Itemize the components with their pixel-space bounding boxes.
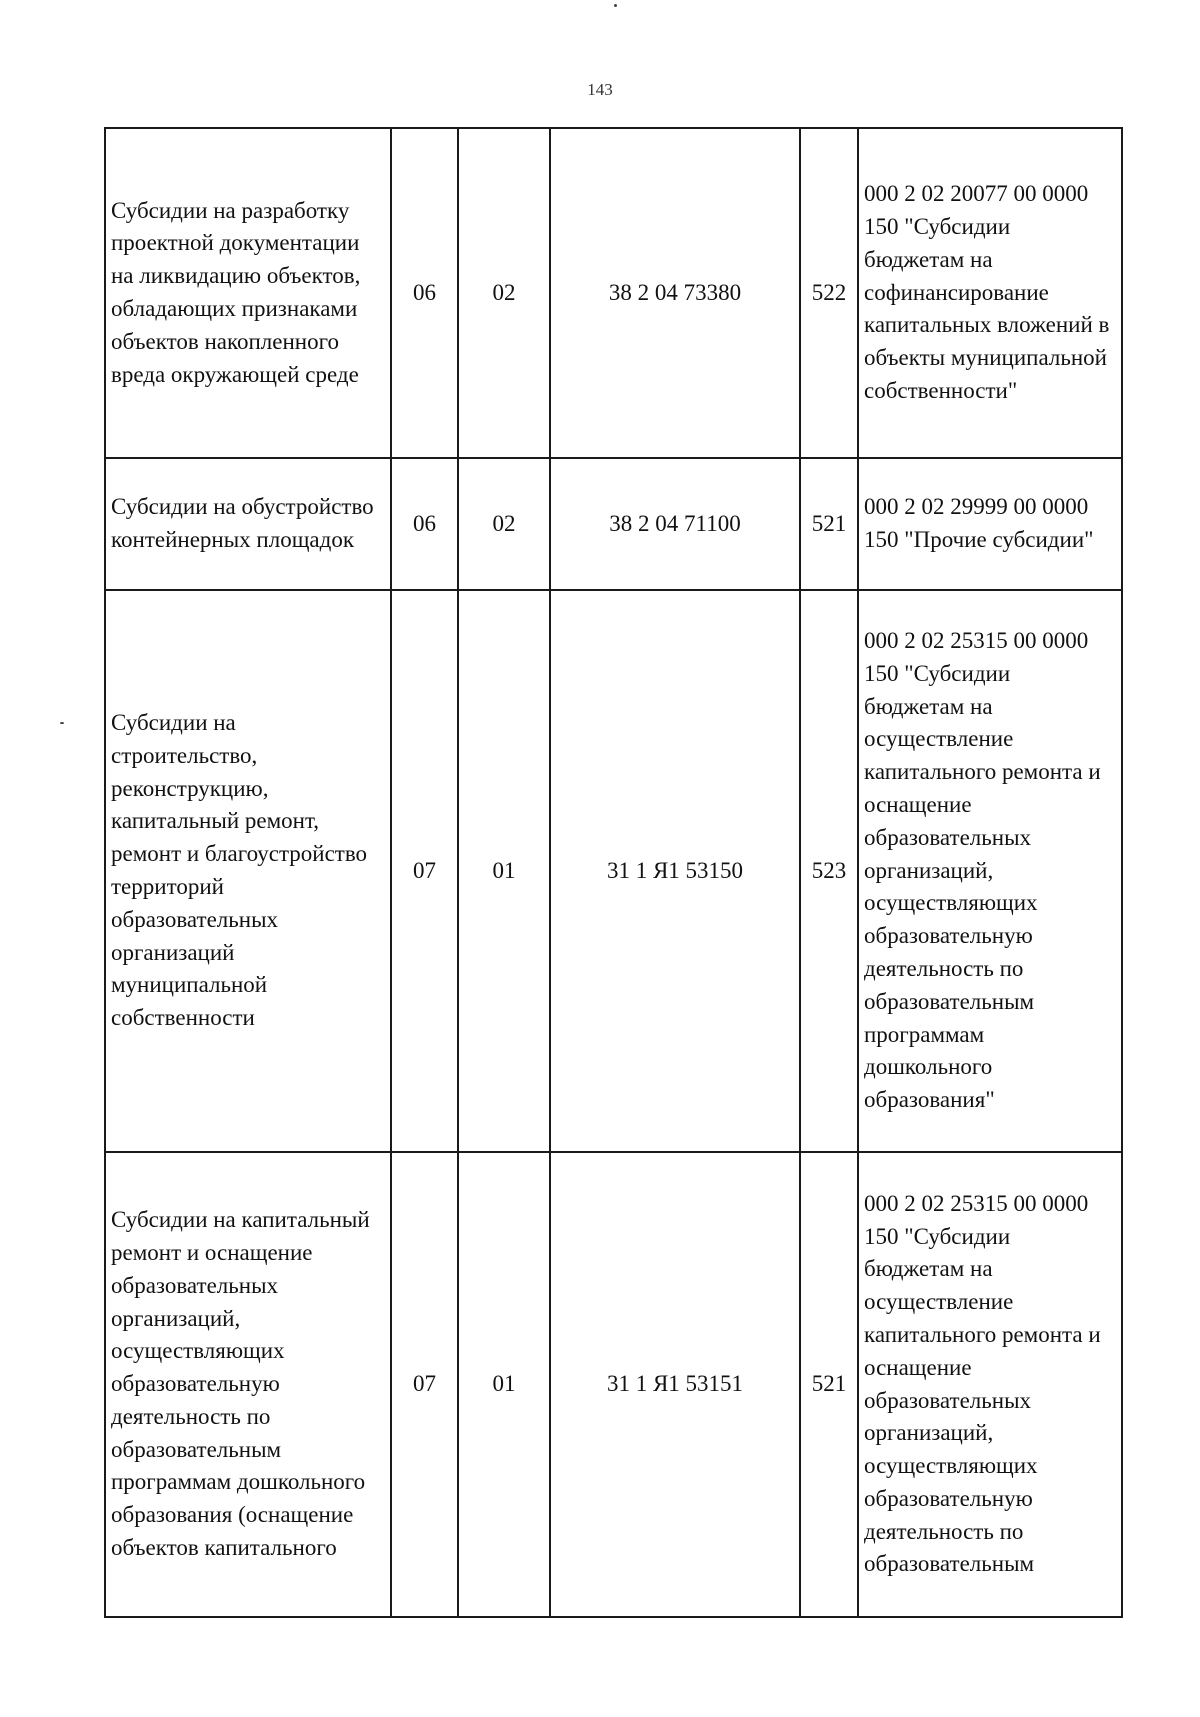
section-code-cell: 07 (391, 590, 458, 1152)
target-article-cell: 31 1 Я1 53151 (550, 1152, 800, 1617)
scan-speck-left (60, 722, 64, 724)
subsidy-name-cell: Субсидии на капитальный ремонт и оснащение образовательных организаций, осуществляющих образовательную деятельность по образовательным программам дошкольного образования (оснащение объектов капитального (105, 1152, 391, 1617)
table-row (105, 458, 1122, 590)
subsidy-name-cell: Субсидии на строительство, реконструкцию, капитальный ремонт, ремонт и благоустройство территорий образовательных организаций муниципальной собственности (105, 590, 391, 1152)
expense-type-cell: 523 (800, 590, 858, 1152)
subsidy-name-cell: Субсидии на разработку проектной документации на ликвидацию объектов, обладающих признаками объектов накопленного вреда окружающей среде (105, 128, 391, 458)
page-number: 143 (587, 80, 613, 99)
expense-type-cell: 522 (800, 128, 858, 458)
revenue-code-cell: 000 2 02 20077 00 0000 150 "Субсидии бюджетам на софинансирование капитальных вложений в объекты муниципальной собственности" (858, 128, 1122, 458)
expense-type-cell: 521 (800, 458, 858, 590)
scan-speck-top (614, 4, 617, 7)
target-article-cell: 38 2 04 71100 (550, 458, 800, 590)
section-code-cell: 06 (391, 458, 458, 590)
target-article-cell: 38 2 04 73380 (550, 128, 800, 458)
subsection-code-cell: 02 (458, 458, 550, 590)
subsidy-name-cell: Субсидии на обустройство контейнерных площадок (105, 458, 391, 590)
expense-type-cell: 521 (800, 1152, 858, 1617)
subsection-code-cell: 01 (458, 590, 550, 1152)
subsection-code-cell: 02 (458, 128, 550, 458)
section-code-cell: 06 (391, 128, 458, 458)
table-row (105, 590, 1122, 1152)
target-article-cell: 31 1 Я1 53150 (550, 590, 800, 1152)
revenue-code-cell: 000 2 02 29999 00 0000 150 "Прочие субсидии" (858, 458, 1122, 590)
table-row (105, 128, 1122, 458)
revenue-code-cell: 000 2 02 25315 00 0000 150 "Субсидии бюджетам на осуществление капитального ремонта и оснащение образовательных организаций, осуществляющих образовательную деятельность по образовательным (858, 1152, 1122, 1617)
section-code-cell: 07 (391, 1152, 458, 1617)
subsection-code-cell: 01 (458, 1152, 550, 1617)
budget-table (104, 127, 1123, 1618)
table-row (105, 1152, 1122, 1617)
revenue-code-cell: 000 2 02 25315 00 0000 150 "Субсидии бюджетам на осуществление капитального ремонта и оснащение образовательных организаций, осуществляющих образовательную деятельность по образовательным программам дошкольного образования" (858, 590, 1122, 1152)
